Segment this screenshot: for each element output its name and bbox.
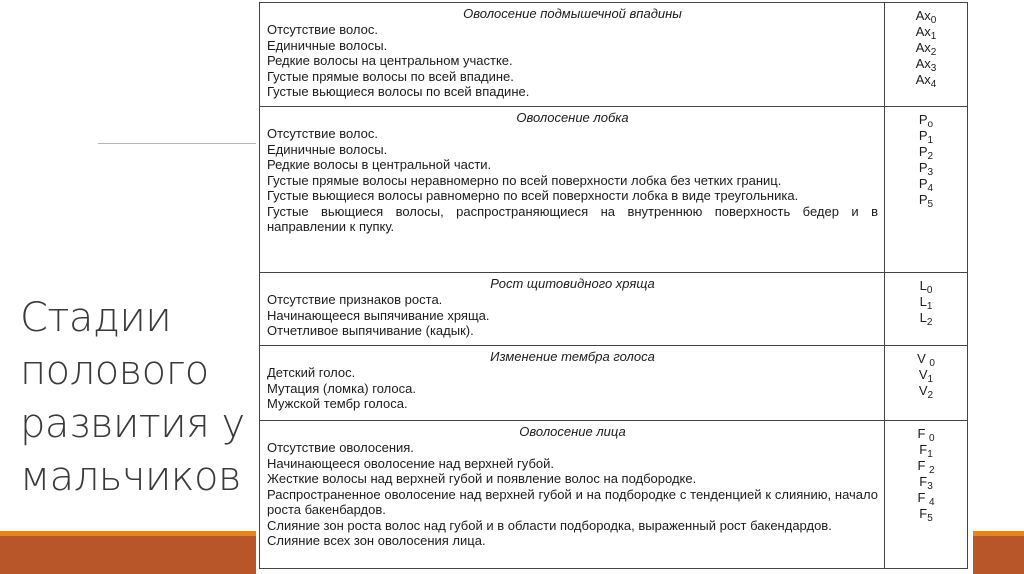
- stage-code: $F_5$: [919, 506, 933, 524]
- stage-item: Отсутствие волос.: [267, 22, 378, 37]
- stage-code: $P_3$: [918, 160, 934, 178]
- stage-code: $L_0$: [919, 278, 933, 296]
- table-section-facial-hair: [260, 421, 967, 568]
- table-section-pubic-hair: [260, 107, 967, 273]
- section-title: Оволосение лица: [519, 424, 626, 439]
- stage-code: $P_4$: [918, 176, 934, 194]
- stage-codes: [885, 273, 967, 345]
- stage-code: $F_3$: [919, 474, 933, 492]
- section-title: Изменение тембра голоса: [490, 349, 655, 364]
- stage-code: F $_0$: [917, 426, 935, 444]
- section-description: [260, 107, 885, 272]
- stage-item: Детский голос.: [267, 365, 356, 380]
- stage-code: V $_0$: [917, 351, 935, 369]
- stage-code: $Ax_0$: [915, 8, 937, 26]
- stage-item: Начинающееся оволосение над верхней губой.: [267, 455, 554, 471]
- stage-code: $P_2$: [918, 144, 934, 162]
- stage-item: Мутация (ломка) голоса.: [267, 380, 416, 396]
- stage-item: Редкие волосы в центральной части.: [267, 157, 492, 172]
- section-description: [260, 3, 885, 106]
- stage-item: Отсутствие оволосения.: [267, 440, 414, 455]
- stage-codes: [885, 3, 967, 106]
- stage-code: $V_2$: [918, 383, 934, 401]
- stage-code: F $_2$: [917, 458, 935, 476]
- stage-code: $V_1$: [918, 367, 934, 385]
- stage-item: Слияние всех зон оволосения лица.: [267, 533, 486, 548]
- stage-code: $Ax_2$: [915, 40, 937, 58]
- title-divider-line: [98, 143, 256, 144]
- stage-item: Мужской тембр голоса.: [267, 396, 408, 411]
- puberty-stages-table: [259, 2, 968, 569]
- stage-codes: [885, 421, 967, 568]
- section-title: Оволосение подмышечной впадины: [463, 6, 682, 21]
- stage-item: Единичные волосы.: [267, 141, 388, 157]
- stage-item: Густые вьющиеся волосы, распространяющиеся на внутреннюю поверхность бедер и в направлении к пупку.: [267, 203, 878, 234]
- slide-title-line: Стадии: [20, 295, 172, 341]
- stage-item: Отсутствие признаков роста.: [267, 292, 443, 307]
- section-description: [260, 421, 885, 568]
- stage-item: Отчетливое выпячивание (кадык).: [267, 323, 474, 338]
- stage-code: $Ax_4$: [915, 72, 937, 90]
- stage-item: Редкие волосы на центральном участке.: [267, 53, 513, 68]
- slide-title-line: полового: [20, 348, 209, 394]
- stage-code: $F_1$: [919, 442, 933, 460]
- stage-code: $P_1$: [918, 128, 934, 146]
- section-description: [260, 346, 885, 420]
- footer-accent-band-right: [973, 531, 1024, 574]
- stage-code: $Ax_1$: [915, 24, 937, 42]
- table-section-axillary-hair: [260, 3, 967, 107]
- stage-item: Единичные волосы.: [267, 37, 388, 53]
- stage-code: $L_1$: [919, 294, 933, 312]
- stage-item: Отсутствие волос.: [267, 126, 378, 141]
- footer-accent-band-left: [0, 531, 256, 574]
- stage-item: Начинающееся выпячивание хряща.: [267, 307, 490, 323]
- stage-item: Густые вьющиеся волосы равномерно по всей поверхности лобка в виде треугольника.: [267, 188, 799, 203]
- stage-code: $P_o$: [918, 112, 934, 130]
- slide-title-line: развития у: [20, 401, 245, 447]
- section-title: Оволосение лобка: [516, 110, 629, 125]
- stage-codes: [885, 107, 967, 272]
- stage-item: Густые прямые волосы по всей впадине.: [267, 68, 514, 84]
- table-section-thyroid-cartilage: [260, 273, 967, 346]
- stage-code: F $_4$: [917, 490, 935, 508]
- stage-item: Распространенное оволосение над верхней губой и на подбородке с тенденцией к слиянию, начало роста бакенбардов.: [267, 486, 878, 517]
- stage-item: Густые вьющиеся волосы по всей впадине.: [267, 84, 530, 99]
- section-title: Рост щитовидного хряща: [490, 276, 655, 291]
- section-description: [260, 273, 885, 345]
- stage-item: Жесткие волосы над верхней губой и появление волос на подбородке.: [267, 471, 697, 486]
- stage-code: $Ax_3$: [915, 56, 937, 74]
- stage-code: $P_5$: [918, 192, 934, 210]
- table-section-voice-timbre: [260, 346, 967, 421]
- stage-item: Слияние зон роста волос над губой и в области подбородка, выраженный рост бакендардов.: [267, 517, 832, 533]
- stage-code: $L_2$: [919, 310, 933, 328]
- slide-title: [20, 292, 260, 504]
- stage-codes: [885, 346, 967, 420]
- stage-item: Густые прямые волосы неравномерно по всей поверхности лобка без четких границ.: [267, 172, 782, 188]
- slide-title-line: мальчиков: [20, 454, 241, 500]
